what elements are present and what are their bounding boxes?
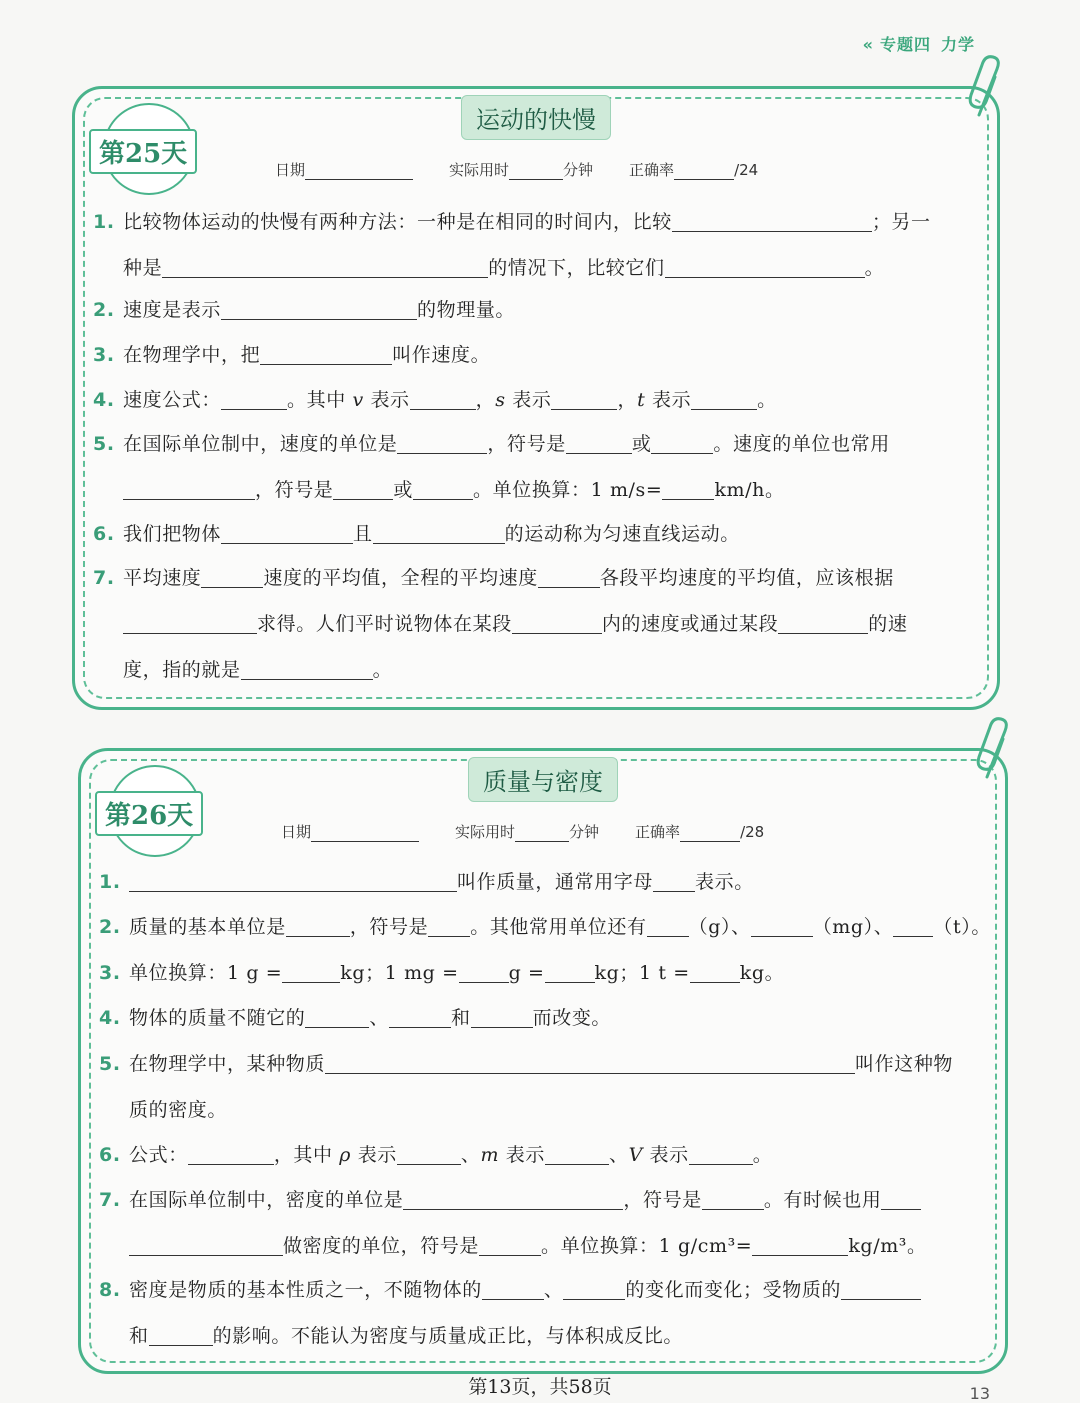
answer-blank[interactable] (221, 524, 353, 544)
answer-blank[interactable] (545, 1145, 609, 1165)
accuracy-total: /24 (734, 161, 759, 179)
answer-blank[interactable] (188, 1145, 274, 1165)
question-4: 4. 物体的质量不随它的 、 和 而改变。 (99, 1007, 612, 1029)
answer-blank[interactable] (397, 434, 487, 454)
question-7: 7. 平均速度 速度的平均值，全程的平均速度 各段平均速度的平均值，应该根据 求得。人们平时说物体在某段 内的速度或通过某段 的速 度，指的就是 。 (93, 567, 908, 681)
date-field[interactable] (311, 827, 419, 842)
chevron-left-icon: « (862, 35, 874, 54)
date-label: 日期 (275, 161, 306, 179)
question-4: 4. 速度公式： 。其中 v 表示 ，s 表示 ，t 表示 。 (93, 389, 777, 411)
date-label: 日期 (281, 823, 312, 841)
answer-blank[interactable] (672, 212, 872, 232)
day26-card (78, 748, 1008, 1374)
accuracy-field[interactable] (674, 165, 734, 180)
page-number: 13 (969, 1384, 990, 1403)
day-badge (89, 101, 199, 193)
answer-blank[interactable] (751, 917, 813, 937)
date-field[interactable] (305, 165, 413, 180)
answer-blank[interactable] (221, 390, 287, 410)
answer-blank[interactable] (413, 480, 473, 500)
answer-blank[interactable] (282, 963, 340, 983)
answer-blank[interactable] (479, 1236, 541, 1256)
accuracy-label: 正确率 (635, 823, 681, 841)
answer-blank[interactable] (665, 258, 865, 278)
question-2: 2. 质量的基本单位是 ，符号是 。其他常用单位还有 （g）、 （mg）、 （t）。 (99, 916, 991, 938)
answer-blank[interactable] (662, 480, 714, 500)
time-field[interactable] (515, 827, 569, 842)
question-5: 5. 在物理学中，某种物质 叫作这种物 质的密度。 (99, 1053, 954, 1121)
answer-blank[interactable] (512, 614, 602, 634)
time-label: 实际用时 (449, 161, 510, 179)
answer-blank[interactable] (149, 1326, 213, 1346)
question-3: 3. 在物理学中，把 叫作速度。 (93, 344, 491, 366)
card-title: 运动的快慢 (461, 95, 611, 140)
topic-label: 专题四 (879, 35, 931, 54)
paperclip-icon (975, 717, 1015, 787)
time-label: 实际用时 (455, 823, 516, 841)
answer-blank[interactable] (305, 1008, 369, 1028)
answer-blank[interactable] (471, 1008, 533, 1028)
answer-blank[interactable] (397, 1145, 461, 1165)
answer-blank[interactable] (538, 568, 600, 588)
answer-blank[interactable] (841, 1280, 921, 1300)
answer-blank[interactable] (689, 1145, 753, 1165)
question-7: 7. 在国际单位制中，密度的单位是 ，符号是 。有时候也用 做密度的单位，符号是 。单位换算：1 g/cm³= kg/m³。 (99, 1189, 927, 1257)
answer-blank[interactable] (221, 300, 417, 320)
answer-blank[interactable] (389, 1008, 451, 1028)
answer-blank[interactable] (286, 917, 350, 937)
question-1: 1. 叫作质量，通常用字母 表示。 (99, 871, 754, 893)
answer-blank[interactable] (651, 434, 713, 454)
answer-blank[interactable] (702, 1190, 764, 1210)
question-6: 6. 公式： ，其中 ρ 表示 、m 表示 、V 表示 。 (99, 1144, 773, 1166)
time-unit: 分钟 (563, 161, 594, 179)
answer-blank[interactable] (778, 614, 868, 634)
answer-blank[interactable] (566, 434, 632, 454)
paperclip-icon (967, 55, 1007, 125)
answer-blank[interactable] (653, 872, 695, 892)
time-unit: 分钟 (569, 823, 600, 841)
answer-blank[interactable] (690, 963, 740, 983)
day-label: 第26天 (95, 791, 203, 836)
day-badge (95, 763, 205, 855)
meta-row (281, 821, 764, 842)
answer-blank[interactable] (459, 963, 509, 983)
accuracy-field[interactable] (680, 827, 740, 842)
answer-blank[interactable] (893, 917, 933, 937)
answer-blank[interactable] (333, 480, 393, 500)
day25-card (72, 86, 1000, 710)
meta-row (275, 159, 758, 180)
question-2: 2. 速度是表示 的物理量。 (93, 299, 516, 321)
answer-blank[interactable] (881, 1190, 921, 1210)
answer-blank[interactable] (403, 1190, 623, 1210)
answer-blank[interactable] (482, 1280, 544, 1300)
question-6: 6. 我们把物体 且 的运动称为匀速直线运动。 (93, 523, 740, 545)
question-5: 5. 在国际单位制中，速度的单位是 ，符号是 或 。速度的单位也常用 ，符号是 或 。单位换算：1 m/s= km/h。 (93, 433, 890, 501)
answer-blank[interactable] (123, 480, 255, 500)
answer-blank[interactable] (129, 1236, 283, 1256)
answer-blank[interactable] (325, 1054, 855, 1074)
time-field[interactable] (509, 165, 563, 180)
answer-blank[interactable] (691, 390, 757, 410)
answer-blank[interactable] (563, 1280, 625, 1300)
subject-label: 力学 (940, 35, 975, 54)
answer-blank[interactable] (647, 917, 689, 937)
answer-blank[interactable] (123, 614, 257, 634)
answer-blank[interactable] (373, 524, 505, 544)
day-label: 第25天 (89, 129, 197, 174)
accuracy-label: 正确率 (629, 161, 675, 179)
answer-blank[interactable] (551, 390, 617, 410)
answer-blank[interactable] (241, 660, 373, 680)
answer-blank[interactable] (129, 872, 457, 892)
page-indicator: 第13页，共58页 (468, 1376, 612, 1398)
answer-blank[interactable] (752, 1236, 848, 1256)
question-3: 3. 单位换算：1 g = kg；1 mg = g = kg；1 t = kg。 (99, 962, 785, 984)
answer-blank[interactable] (545, 963, 595, 983)
answer-blank[interactable] (260, 345, 392, 365)
header-tag (863, 32, 975, 55)
answer-blank[interactable] (162, 258, 488, 278)
answer-blank[interactable] (410, 390, 476, 410)
question-1: 1. 比较物体运动的快慢有两种方法：一种是在相同的时间内，比较 ；另一 种是 的情况下，比较它们 。 (93, 211, 931, 279)
accuracy-total: /28 (740, 823, 765, 841)
question-8: 8. 密度是物质的基本性质之一，不随物体的 、 的变化而变化；受物质的 和 的影响。不能认为密度与质量成正比，与体积成反比。 (99, 1267, 985, 1359)
answer-blank[interactable] (428, 917, 470, 937)
answer-blank[interactable] (201, 568, 263, 588)
card-title: 质量与密度 (468, 757, 618, 802)
